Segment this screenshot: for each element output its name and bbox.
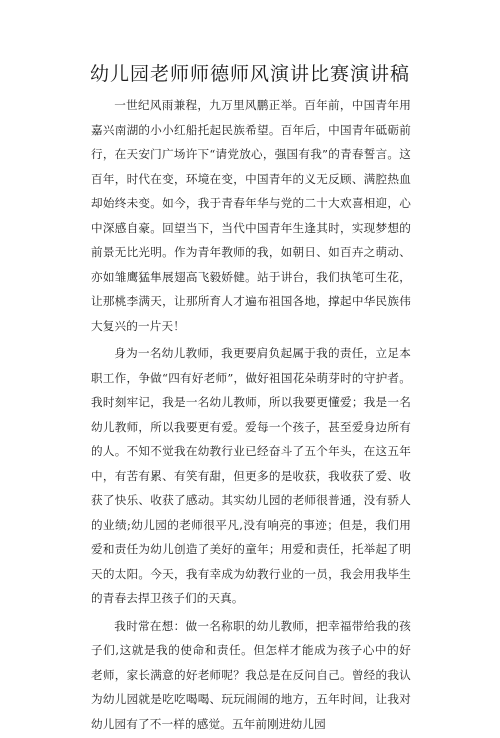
document-title: 幼儿园老师师德师风演讲比赛演讲稿 [89, 63, 410, 85]
paragraph-3: 我时常在想：做一名称职的幼儿教师，把幸福带给我的孩子们,这就是我的使命和责任。但怎样才能成为孩子心中的好老师，家长满意的好老师呢？我总是在反问自己。曾经的我认为幼儿园就是吃吃喝喝、玩玩闹闹的地方，五年时间，让我对幼儿园有了不一样的感觉。五年前刚进幼儿园 [91, 618, 411, 731]
paragraph-1: 一世纪风雨兼程，九万里风鹏正举。百年前，中国青年用嘉兴南湖的小小红船托起民族希望。百年后，中国青年砥砺前行，在天安门广场许下“请党放心，强国有我”的青春誓言。这百年，时代在变，环境在变，中国青年的义无反顾、满腔热血却始终未变。如今，我于青春年华与党的二十大欢喜相迎，心中深感自豪。回望当下，当代中国青年生逢其时，实现梦想的前景无比光明。作为青年教师的我，如朝日、如百卉之萌动、亦如雏鹰猛隼展翅高飞毅娇健。站于讲台，我们执笔可生花，让那桃李满天，让那所育人才遍布祖国各地，撑起中华民族伟大复兴的一片天！ [91, 98, 411, 333]
paragraph-2: 身为一名幼儿教师，我更要肩负起属于我的责任，立足本职工作，争做“四有好老师”，做好祖国花朵萌芽时的守护者。我时刻牢记，我是一名幼儿教师，所以我要更懂爱；我是一名幼儿教师，所以我要更有爱。爱每一个孩子，甚至爱身边所有的人。不知不觉我在幼教行业已经奋斗了五个年头，在这五年中，有苦有累、有笑有甜，但更多的是收获，我收获了爱、收获了快乐、收获了感动。其实幼儿园的老师很普通，没有骄人的业绩;幼儿园的老师很平凡,没有响亮的事迹；但是，我们用爱和责任为幼儿创造了美好的童年；用爱和责任，托举起了明天的太阳。今天，我有幸成为幼教行业的一员，我会用我毕生的青春去捍卫孩子们的天真。 [91, 346, 411, 605]
document-body [91, 93, 411, 738]
